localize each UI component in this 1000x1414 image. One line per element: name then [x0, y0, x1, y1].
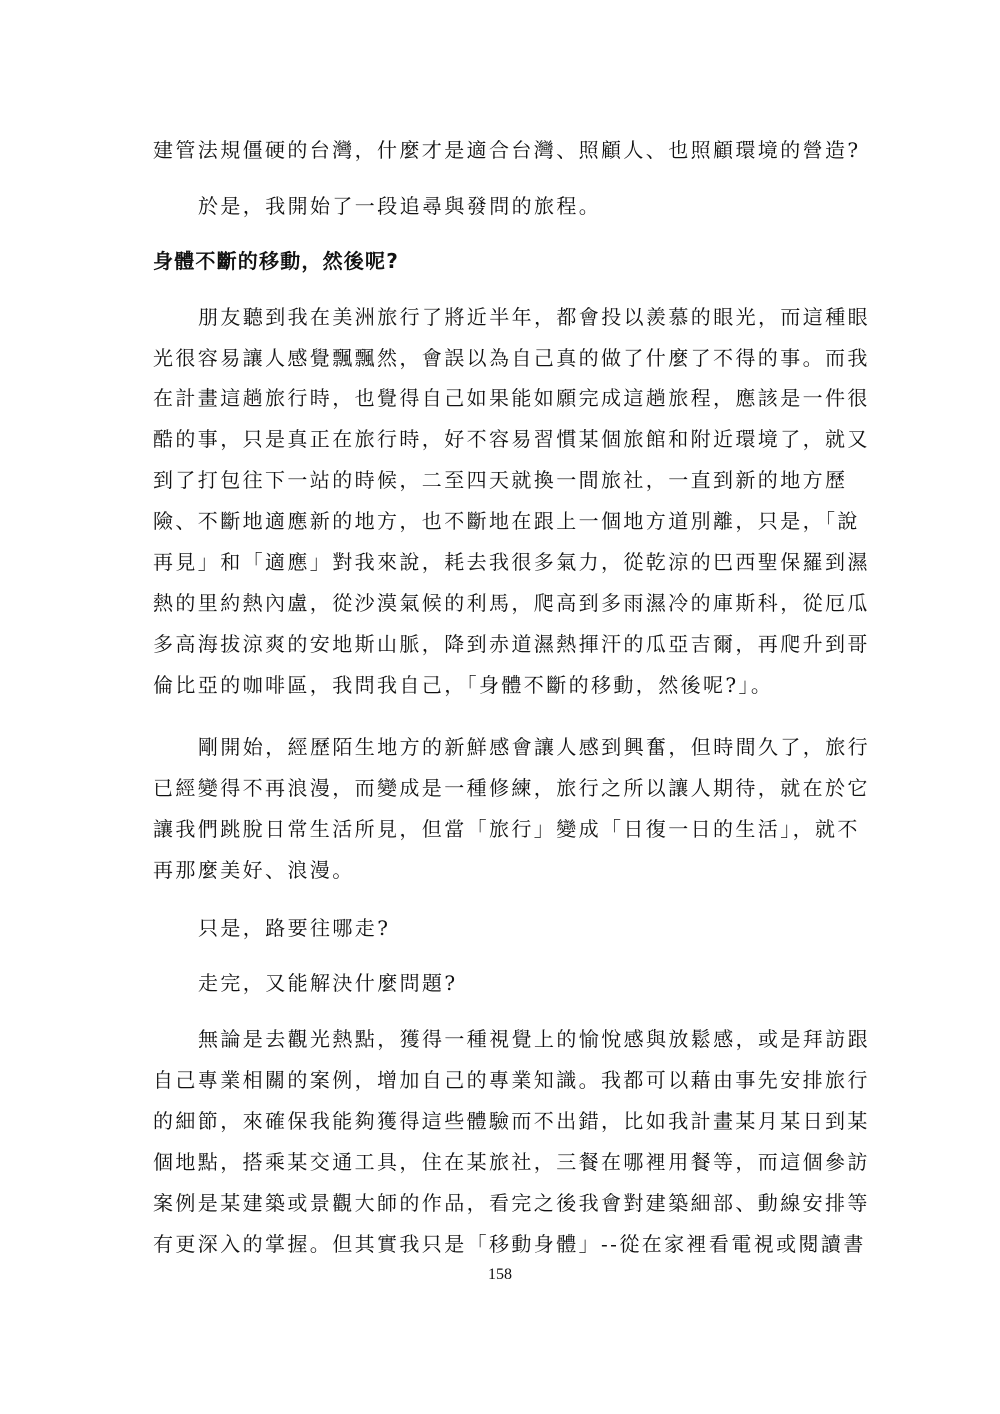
body-text-line: 熱的里約熱內盧，從沙漠氣候的利馬，爬高到多雨濕冷的庫斯科，從厄瓜 [153, 591, 870, 615]
body-text-line: 只是，路要往哪走? [198, 916, 391, 940]
body-text-line: 再那麼美好、浪漫。 [153, 858, 355, 882]
body-text-line: 酷的事，只是真正在旅行時，好不容易習慣某個旅館和附近環境了，就又 [153, 427, 870, 451]
body-text-line: 倫比亞的咖啡區，我問我自己，「身體不斷的移動，然後呢?」。 [153, 673, 774, 697]
body-text-line: 在計畫這趟旅行時，也覺得自己如果能如願完成這趟旅程，應該是一件很 [153, 386, 870, 410]
body-text-line: 無論是去觀光熱點，獲得一種視覺上的愉悅感與放鬆感，或是拜訪跟 [198, 1027, 870, 1051]
body-text-line: 的細節，來確保我能夠獲得這些體驗而不出錯，比如我計畫某月某日到某 [153, 1109, 870, 1133]
body-text-line: 剛開始，經歷陌生地方的新鮮感會讓人感到興奮，但時間久了，旅行 [198, 735, 870, 759]
body-text-line: 光很容易讓人感覺飄飄然，會誤以為自己真的做了什麼了不得的事。而我 [153, 346, 870, 370]
body-text-line: 走完，又能解決什麼問題? [198, 971, 458, 995]
body-text-line: 朋友聽到我在美洲旅行了將近半年，都會投以羨慕的眼光，而這種眼 [198, 305, 870, 329]
section-heading: 身體不斷的移動，然後呢? [153, 249, 400, 273]
body-text-line: 險、不斷地適應新的地方，也不斷地在跟上一個地方道別離，只是，「說 [153, 509, 860, 533]
body-text-line: 讓我們跳脫日常生活所見，但當「旅行」變成「日復一日的生活」，就不 [153, 817, 860, 841]
body-text-line: 於是，我開始了一段追尋與發問的旅程。 [198, 194, 602, 218]
body-text-line: 有更深入的掌握。但其實我只是「移動身體」--從在家裡看電視或閱讀書 [153, 1232, 866, 1256]
body-text-line: 個地點，搭乘某交通工具，住在某旅社，三餐在哪裡用餐等，而這個參訪 [153, 1150, 870, 1174]
body-text-line: 建管法規僵硬的台灣，什麼才是適合台灣、照顧人、也照顧環境的營造? [153, 138, 861, 162]
body-text-line: 多高海拔涼爽的安地斯山脈，降到赤道濕熱揮汗的瓜亞吉爾，再爬升到哥 [153, 632, 870, 656]
body-text-line: 案例是某建築或景觀大師的作品，看完之後我會對建築細部、動線安排等 [153, 1191, 870, 1215]
body-text-line: 自己專業相關的案例，增加自己的專業知識。我都可以藉由事先安排旅行 [153, 1068, 870, 1092]
page-number: 158 [488, 1266, 512, 1283]
body-text-line: 到了打包往下一站的時候，二至四天就換一間旅社，一直到新的地方歷 [153, 468, 848, 492]
body-text-line: 已經變得不再浪漫，而變成是一種修練，旅行之所以讓人期待，就在於它 [153, 776, 870, 800]
body-text-line: 再見」和「適應」對我來說，耗去我很多氣力，從乾涼的巴西聖保羅到濕 [153, 550, 870, 574]
